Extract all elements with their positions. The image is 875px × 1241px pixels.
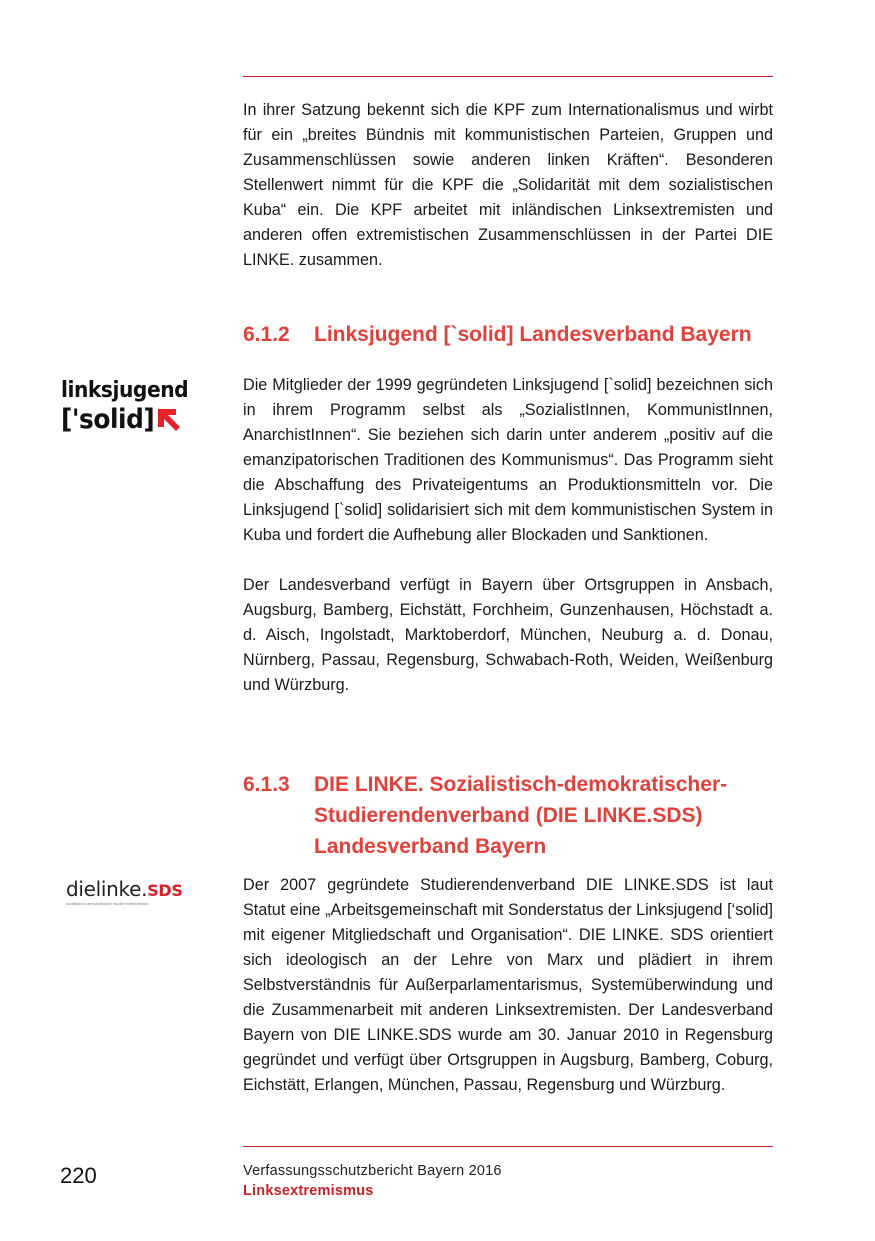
page-number: 220: [60, 1163, 97, 1188]
logo-tagline: sozialistisch-demokratischer studierendenverband: [66, 902, 149, 906]
logo-text-sds: SDS: [147, 881, 183, 900]
logo-text-main: dielinke.: [66, 877, 148, 901]
kpf-paragraph: In ihrer Satzung bekennt sich die KPF zum Internationalismus und wirbt für ein „breites Bündnis mit kommunistischen Parteien, Gruppen und Zusammenschlüssen sowie anderen linken Kräften“. Besonderen Stellenwert nimmt für die KPF die „Solidarität mit dem sozialistischen Kuba“ ein. Die KPF arbeitet mit inländischen Linksextremisten und anderen offen extremistischen Zusammenschlüssen in der Partei DIE LINKE. zusammen.: [243, 101, 773, 269]
section-heading-6-1-3: [243, 769, 803, 862]
solid-paragraph-2: Der Landesverband verfügt in Bayern über Ortsgruppen in Ansbach, Augsburg, Bamberg, Eichstätt, Forchheim, Gunzenhausen, Höchstadt a. d. Aisch, Ingolstadt, Marktoberdorf, München, Neuburg a. d. Donau, Nürnberg, Passau, Regensburg, Schwabach-Roth, Weiden, Weißenburg und Würzburg.: [243, 576, 773, 694]
footer-section: Linksextremismus: [243, 1183, 374, 1199]
top-rule: [243, 76, 773, 77]
kpf-paragraph-block: [243, 98, 773, 273]
section-title: DIE LINKE. Sozialistisch-demokratischer-Studierendenverband (DIE LINKE.SDS) Landesverband Bayern: [314, 773, 728, 858]
logo-text-line2: ['solid]: [61, 404, 155, 435]
solid-paragraphs: [243, 373, 773, 698]
section-heading-6-1-2: [243, 319, 803, 350]
sds-paragraph: Der 2007 gegründete Studierendenverband DIE LINKE.SDS ist laut Statut eine „Arbeitsgemeinschaft mit Sonderstatus der Linksjugend [‘solid] mit eigener Mitgliedschaft und Organisation“. DIE LINKE. SDS orientiert sich ideologisch an der Lehre von Marx und plädiert in ihrem Selbstverständnis für Außerparlamentarismus, Systemüberwindung und die Zusammenarbeit mit anderen Linksextremisten. Der Landesverband Bayern von DIE LINKE.SDS wurde am 30. Januar 2010 in Regensburg gegründet und verfügt über Ortsgruppen in Augsburg, Bamberg, Coburg, Eichstätt, Erlangen, München, Passau, Regensburg und Würzburg.: [243, 876, 773, 1094]
arrow-icon: [156, 407, 182, 433]
footer-publication: Verfassungsschutzbericht Bayern 2016: [243, 1163, 502, 1179]
logo-text-line1: linksjugend: [61, 378, 189, 403]
section-number: 6.1.2: [243, 323, 290, 346]
sds-paragraph-block: [243, 873, 773, 1098]
section-number: 6.1.3: [243, 773, 290, 796]
dielinke-sds-logo: [66, 878, 211, 907]
section-title: Linksjugend [`solid] Landesverband Bayern: [314, 323, 752, 346]
linksjugend-solid-logo: [61, 378, 191, 436]
solid-paragraph-1: Die Mitglieder der 1999 gegründeten Linksjugend [`solid] bezeichnen sich in ihrem Programm selbst als „SozialistInnen, KommunistInnen, AnarchistInnen“. Sie beziehen sich darin unter anderem „positiv auf die emanzipatorischen Traditionen des Kommunismus“. Das Programm sieht die Abschaffung des Privateigentums an Produktionsmitteln vor. Die Linksjugend [`solid] solidarisiert sich mit dem kommunistischen System in Kuba und fordert die Aufhebung aller Blockaden und Sanktionen.: [243, 376, 773, 544]
footer-rule: [243, 1146, 773, 1147]
